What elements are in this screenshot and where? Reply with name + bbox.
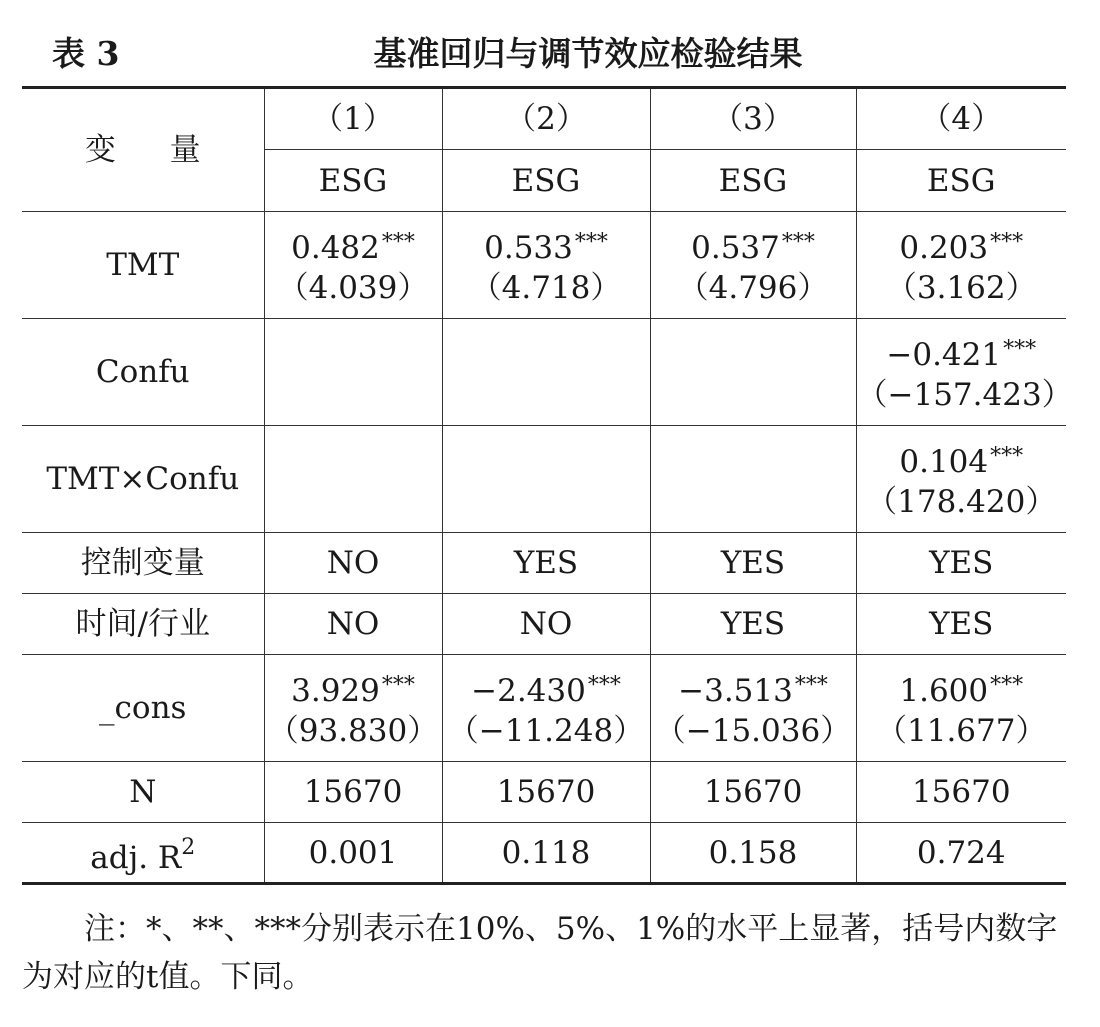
- value-cell: YES: [856, 533, 1066, 594]
- table-title: 基准回归与调节效应检验结果: [373, 34, 803, 73]
- value-cell: NO: [264, 594, 442, 655]
- table-row-controls: [22, 533, 1066, 594]
- coef-cell: [650, 426, 856, 533]
- coef-cell: −0.421*** （−157.423）: [856, 319, 1066, 426]
- coef-cell: 0.104*** （178.420）: [856, 426, 1066, 533]
- value-cell: 0.118: [442, 823, 650, 884]
- table-label: 表 3: [52, 34, 120, 73]
- header-row-model-numbers: [22, 88, 1066, 150]
- variable-header: 变 量: [22, 88, 264, 212]
- coef-cell: [442, 319, 650, 426]
- column-number: （2）: [442, 88, 650, 150]
- value-cell: YES: [650, 594, 856, 655]
- value-cell: 15670: [442, 762, 650, 823]
- column-number: （3）: [650, 88, 856, 150]
- coef-cell: −2.430*** （−11.248）: [442, 655, 650, 762]
- value-cell: 15670: [856, 762, 1066, 823]
- coef-cell: 0.482*** （4.039）: [264, 212, 442, 319]
- value-cell: NO: [264, 533, 442, 594]
- value-cell: 0.158: [650, 823, 856, 884]
- dependent-variable: ESG: [442, 150, 650, 212]
- coef-cell: 0.533*** （4.718）: [442, 212, 650, 319]
- table-row-interaction: [22, 426, 1066, 533]
- table-row-cons: [22, 655, 1066, 762]
- value-cell: 0.001: [264, 823, 442, 884]
- table-note: 注：*、**、***分别表示在10%、5%、1%的水平上显著，括号内数字为对应的t值。下同。: [22, 911, 1058, 995]
- coef-cell: [650, 319, 856, 426]
- dependent-variable: ESG: [856, 150, 1066, 212]
- value-cell: 0.724: [856, 823, 1066, 884]
- coef-cell: 0.537*** （4.796）: [650, 212, 856, 319]
- table-row-fixed-effects: [22, 594, 1066, 655]
- coef-cell: [264, 319, 442, 426]
- row-label: 控制变量: [22, 533, 264, 594]
- row-label: TMT: [22, 212, 264, 319]
- table-row-tmt: [22, 212, 1066, 319]
- row-label: adj. $R^2$: [22, 823, 264, 884]
- value-cell: NO: [442, 594, 650, 655]
- dependent-variable: ESG: [264, 150, 442, 212]
- row-label: Confu: [22, 319, 264, 426]
- value-cell: YES: [856, 594, 1066, 655]
- table-title-row: [52, 28, 1064, 78]
- coef-cell: 0.203*** （3.162）: [856, 212, 1066, 319]
- row-label: N: [22, 762, 264, 823]
- value-cell: YES: [442, 533, 650, 594]
- value-cell: 15670: [650, 762, 856, 823]
- dependent-variable: ESG: [650, 150, 856, 212]
- table-row-n: [22, 762, 1066, 823]
- column-number: （4）: [856, 88, 1066, 150]
- coef-cell: 3.929*** （93.830）: [264, 655, 442, 762]
- row-label: TMT×Confu: [22, 426, 264, 533]
- value-cell: YES: [650, 533, 856, 594]
- row-label: _cons: [22, 655, 264, 762]
- table-row-adj-r2: [22, 823, 1066, 884]
- coef-cell: [442, 426, 650, 533]
- column-number: （1）: [264, 88, 442, 150]
- value-cell: 15670: [264, 762, 442, 823]
- regression-table: [22, 86, 1073, 885]
- table-row-confu: [22, 319, 1066, 426]
- coef-cell: −3.513*** （−15.036）: [650, 655, 856, 762]
- row-label: 时间/行业: [22, 594, 264, 655]
- coef-cell: [264, 426, 442, 533]
- coef-cell: 1.600*** （11.677）: [856, 655, 1066, 762]
